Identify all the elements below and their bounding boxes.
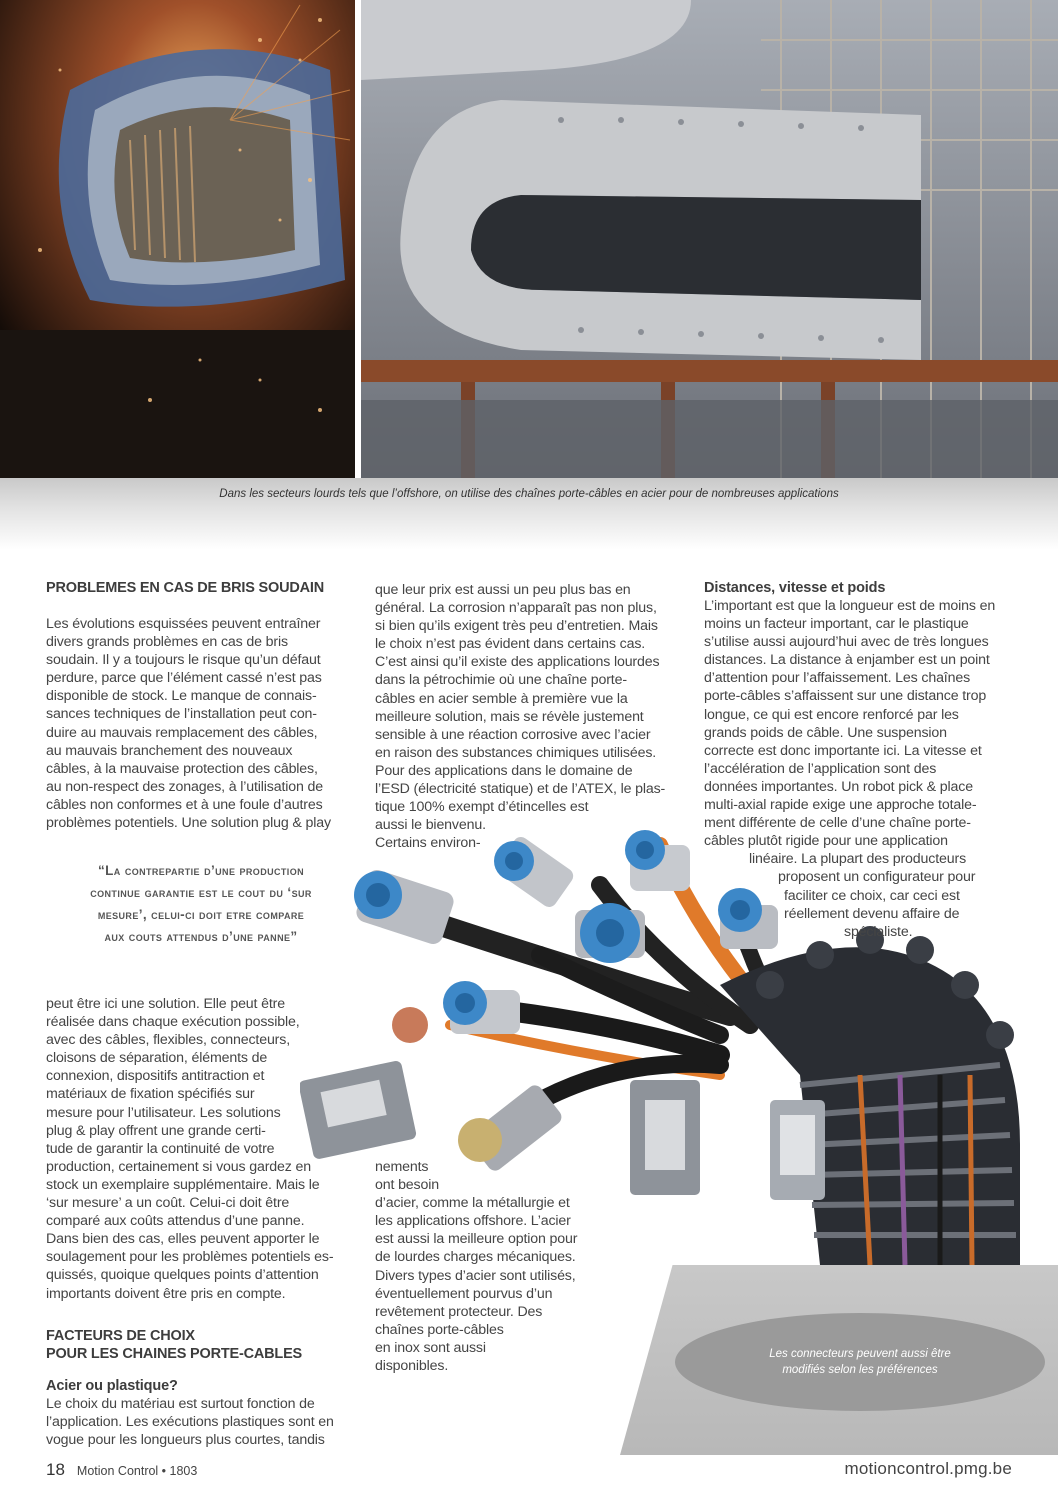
paragraph-line: L’important est que la longueur est de moins en [704,598,996,614]
paragraph-line: ont besoin [375,1177,439,1194]
paragraph-line: Divers types d’acier sont utilisés, [375,1267,576,1284]
website-link[interactable]: motioncontrol.pmg.be [844,1459,1012,1478]
paragraph-line: aussi le bienvenu. [375,817,486,834]
paragraph-line: de lourdes charges mécaniques. [375,1249,576,1266]
pull-quote-line: aux couts attendus d’une panne” [104,929,298,944]
paragraph-line: le choix n’est pas évident dans certains cas. [375,636,646,653]
paragraph-line: que leur prix est aussi un peu plus bas en [375,582,631,598]
paragraph-line: longue, ce qui est encore renforcé par les [704,706,959,723]
column-2-top [375,581,685,852]
paragraph-line: ment différente de celle d’une chaîne porte- [704,815,971,832]
paragraph-line: connexion, dispositifs antitraction et [46,1068,265,1085]
paragraph-line: Certains environ- [375,835,481,852]
paragraph-line: perdure, parce que l’élément cassé n’est pas [46,670,322,687]
top-photo-caption: Dans les secteurs lourds tels que l’offshore, on utilise des chaînes porte-câbles en acier pour de nombreuses applications [219,488,839,500]
paragraph-line: comparé aux coûts attendus d’une panne. [46,1213,305,1230]
paragraph-line: C’est ainsi qu’il existe des applications lourdes [375,654,660,671]
paragraph-line: l’application. Les exécutions plastiques sont en [46,1414,334,1431]
paragraph-line: dans la pétrochimie où une chaîne porte- [375,672,627,689]
paragraph-line: Les évolutions esquissées peuvent entraîner [46,616,321,632]
paragraph-line: grands poids de câble. Une suspension [704,724,947,741]
paragraph-line: d’attention pour l’affaissement. Les chaînes [704,670,971,687]
heading-line: FACTEURS DE CHOIX [46,1328,195,1344]
paragraph-line: est aussi la meilleure option pour [375,1231,578,1248]
paragraph-line: chaînes porte-câbles [375,1321,504,1338]
paragraph-line: au non-respect des zonages, à l’utilisation de [46,778,324,795]
paragraph-line: divers grands problèmes en cas de bris [46,634,288,651]
paragraph-line: les applications offshore. L’acier [375,1213,571,1230]
paragraph-line: linéaire. La plupart des producteurs [749,851,967,868]
paragraph-line: vogue pour les longueurs plus courtes, tandis [46,1432,325,1449]
section-heading-facteurs [46,1327,356,1363]
section-heading-bris: PROBLEMES EN CAS DE BRIS SOUDAIN [46,580,324,596]
paragraph-line: meilleure solution, mais se révèle justement [375,708,644,725]
welding-chain-photo [0,0,355,478]
column-1-top [46,579,356,832]
paragraph-line: plug & play offrent une grande certi- [46,1122,266,1139]
paragraph-line: importants doivent être pris en compte. [46,1285,286,1302]
paragraph-line: en raison des substances chimiques utilisées. [375,744,657,761]
paragraph-line: au mauvais branchement des nouveaux [46,742,293,759]
paragraph-line: correcte est donc importante ici. La vitesse et [704,742,982,759]
paragraph-line: soudain. Il y a toujours le risque qu’un défaut [46,652,321,669]
paragraph-line: avec des câbles, flexibles, connecteurs, [46,1032,290,1049]
paragraph-line: câbles, à la mauvaise protection des câbles, [46,760,318,777]
paragraph-line: nements [375,1159,429,1175]
paragraph-line: problèmes potentiels. Une solution plug & play [46,815,331,832]
paragraph-line: sances techniques de l’installation peut con- [46,706,317,723]
paragraph-line: porte-câbles s’affaissent sur une distance trop [704,688,987,705]
page-number: 18 [46,1460,65,1479]
paragraph-line: soulagement pour les problèmes potentiels es- [46,1249,334,1266]
paragraph-line: multi-axial rapide exige une approche totale- [704,797,977,814]
paragraph-line: revêtement protecteur. Des [375,1303,543,1320]
paragraph-line: tude de garantir la continuité de votre [46,1140,275,1157]
paragraph-line: proposent un configurateur pour [778,869,976,886]
paragraph-line: Dans bien des cas, elles peuvent apporter le [46,1231,320,1248]
paragraph-line: spécialiste. [844,923,913,940]
paragraph-line: l’accélération de l’application sont des [704,760,937,777]
image-caption-line: modifiés selon les préférences [782,1364,938,1376]
column-3 [704,579,1013,941]
pull-quote-line: continue garantie est le cout du ‘sur [90,885,312,900]
paragraph-line: Pour des applications dans le domaine de [375,762,633,779]
paragraph-line: disponible de stock. Le manque de connais- [46,688,317,705]
pull-quote-line: “La contrepartie d’une production [97,863,305,878]
paragraph-line: duire au mauvais remplacement des câbles, [46,724,318,741]
paragraph-line: câbles en acier semble à première vue la [375,690,628,707]
paragraph-line: en inox sont aussi [375,1339,486,1356]
paragraph-line: production, certainement si vous gardez en [46,1158,311,1175]
paragraph-line: mesure pour l’utilisateur. Les solutions [46,1104,281,1121]
pull-quote-line: mesure’, celui-ci doit etre compare [97,907,305,922]
paragraph-line: si bien qu’ils exigent très peu d’entretien. Mais [375,618,658,635]
paragraph-line: distances. La distance à enjamber est un point [704,652,990,669]
publication-name: Motion Control • 1803 [76,1464,198,1478]
paragraph-line: quissés, quoique quelques points d’attention [46,1267,319,1284]
paragraph-line: Le choix du matériau est surtout fonction de [46,1396,315,1412]
paragraph-line: câbles non conformes et à une foule d’autres [46,796,323,813]
paragraph-line: réalisée dans chaque exécution possible, [46,1014,300,1031]
heading-line: POUR LES CHAINES PORTE-CABLES [46,1346,303,1362]
offshore-steel-chain-photo [361,0,1058,478]
paragraph-line: cloisons de séparation, éléments de [46,1050,268,1067]
paragraph-line: ‘sur mesure’ a un coût. Celui-ci doit être [46,1195,290,1212]
image-caption-line: Les connecteurs peuvent aussi être [769,1348,951,1360]
paragraph-line: peut être ici une solution. Elle peut être [46,996,285,1012]
paragraph-line: données importantes. Un robot pick & place [704,778,973,795]
paragraph-line: s’utilise aussi aujourd’hui avec de très longues [704,634,989,651]
column-1-section [46,1327,356,1449]
paragraph-line: faciliter ce choix, car ceci est [784,887,960,904]
paragraph-line: disponibles. [375,1358,449,1375]
paragraph-line: sensible à une réaction corrosive avec l’acier [375,726,651,743]
paragraph-line: matériaux de fixation spécifiés sur [46,1086,255,1103]
column-2-bottom [375,1158,620,1375]
paragraph-line: moins un facteur important, car le plastique [704,616,969,633]
paragraph-line: stock un exemplaire supplémentaire. Mais le [46,1176,320,1193]
paragraph-line: réellement devenu affaire de [784,905,960,922]
image-caption-ellipse [675,1313,1045,1411]
paragraph-line: éventuellement pourvus d’un [375,1285,553,1302]
subheading-acier: Acier ou plastique? [46,1378,178,1394]
paragraph-line: d’acier, comme la métallurgie et [375,1195,570,1212]
paragraph-line: général. La corrosion n’apparaît pas non plus, [375,600,657,617]
paragraph-line: tique 100% exempt d’étincelles est [375,799,589,816]
section-heading-distances: Distances, vitesse et poids [704,580,886,596]
paragraph-line: l’ESD (électricité statique) et de l’ATEX, le plas- [375,781,666,798]
paragraph-line: câbles plutôt rigide pour une application [704,833,948,850]
footer-left [46,1460,197,1480]
